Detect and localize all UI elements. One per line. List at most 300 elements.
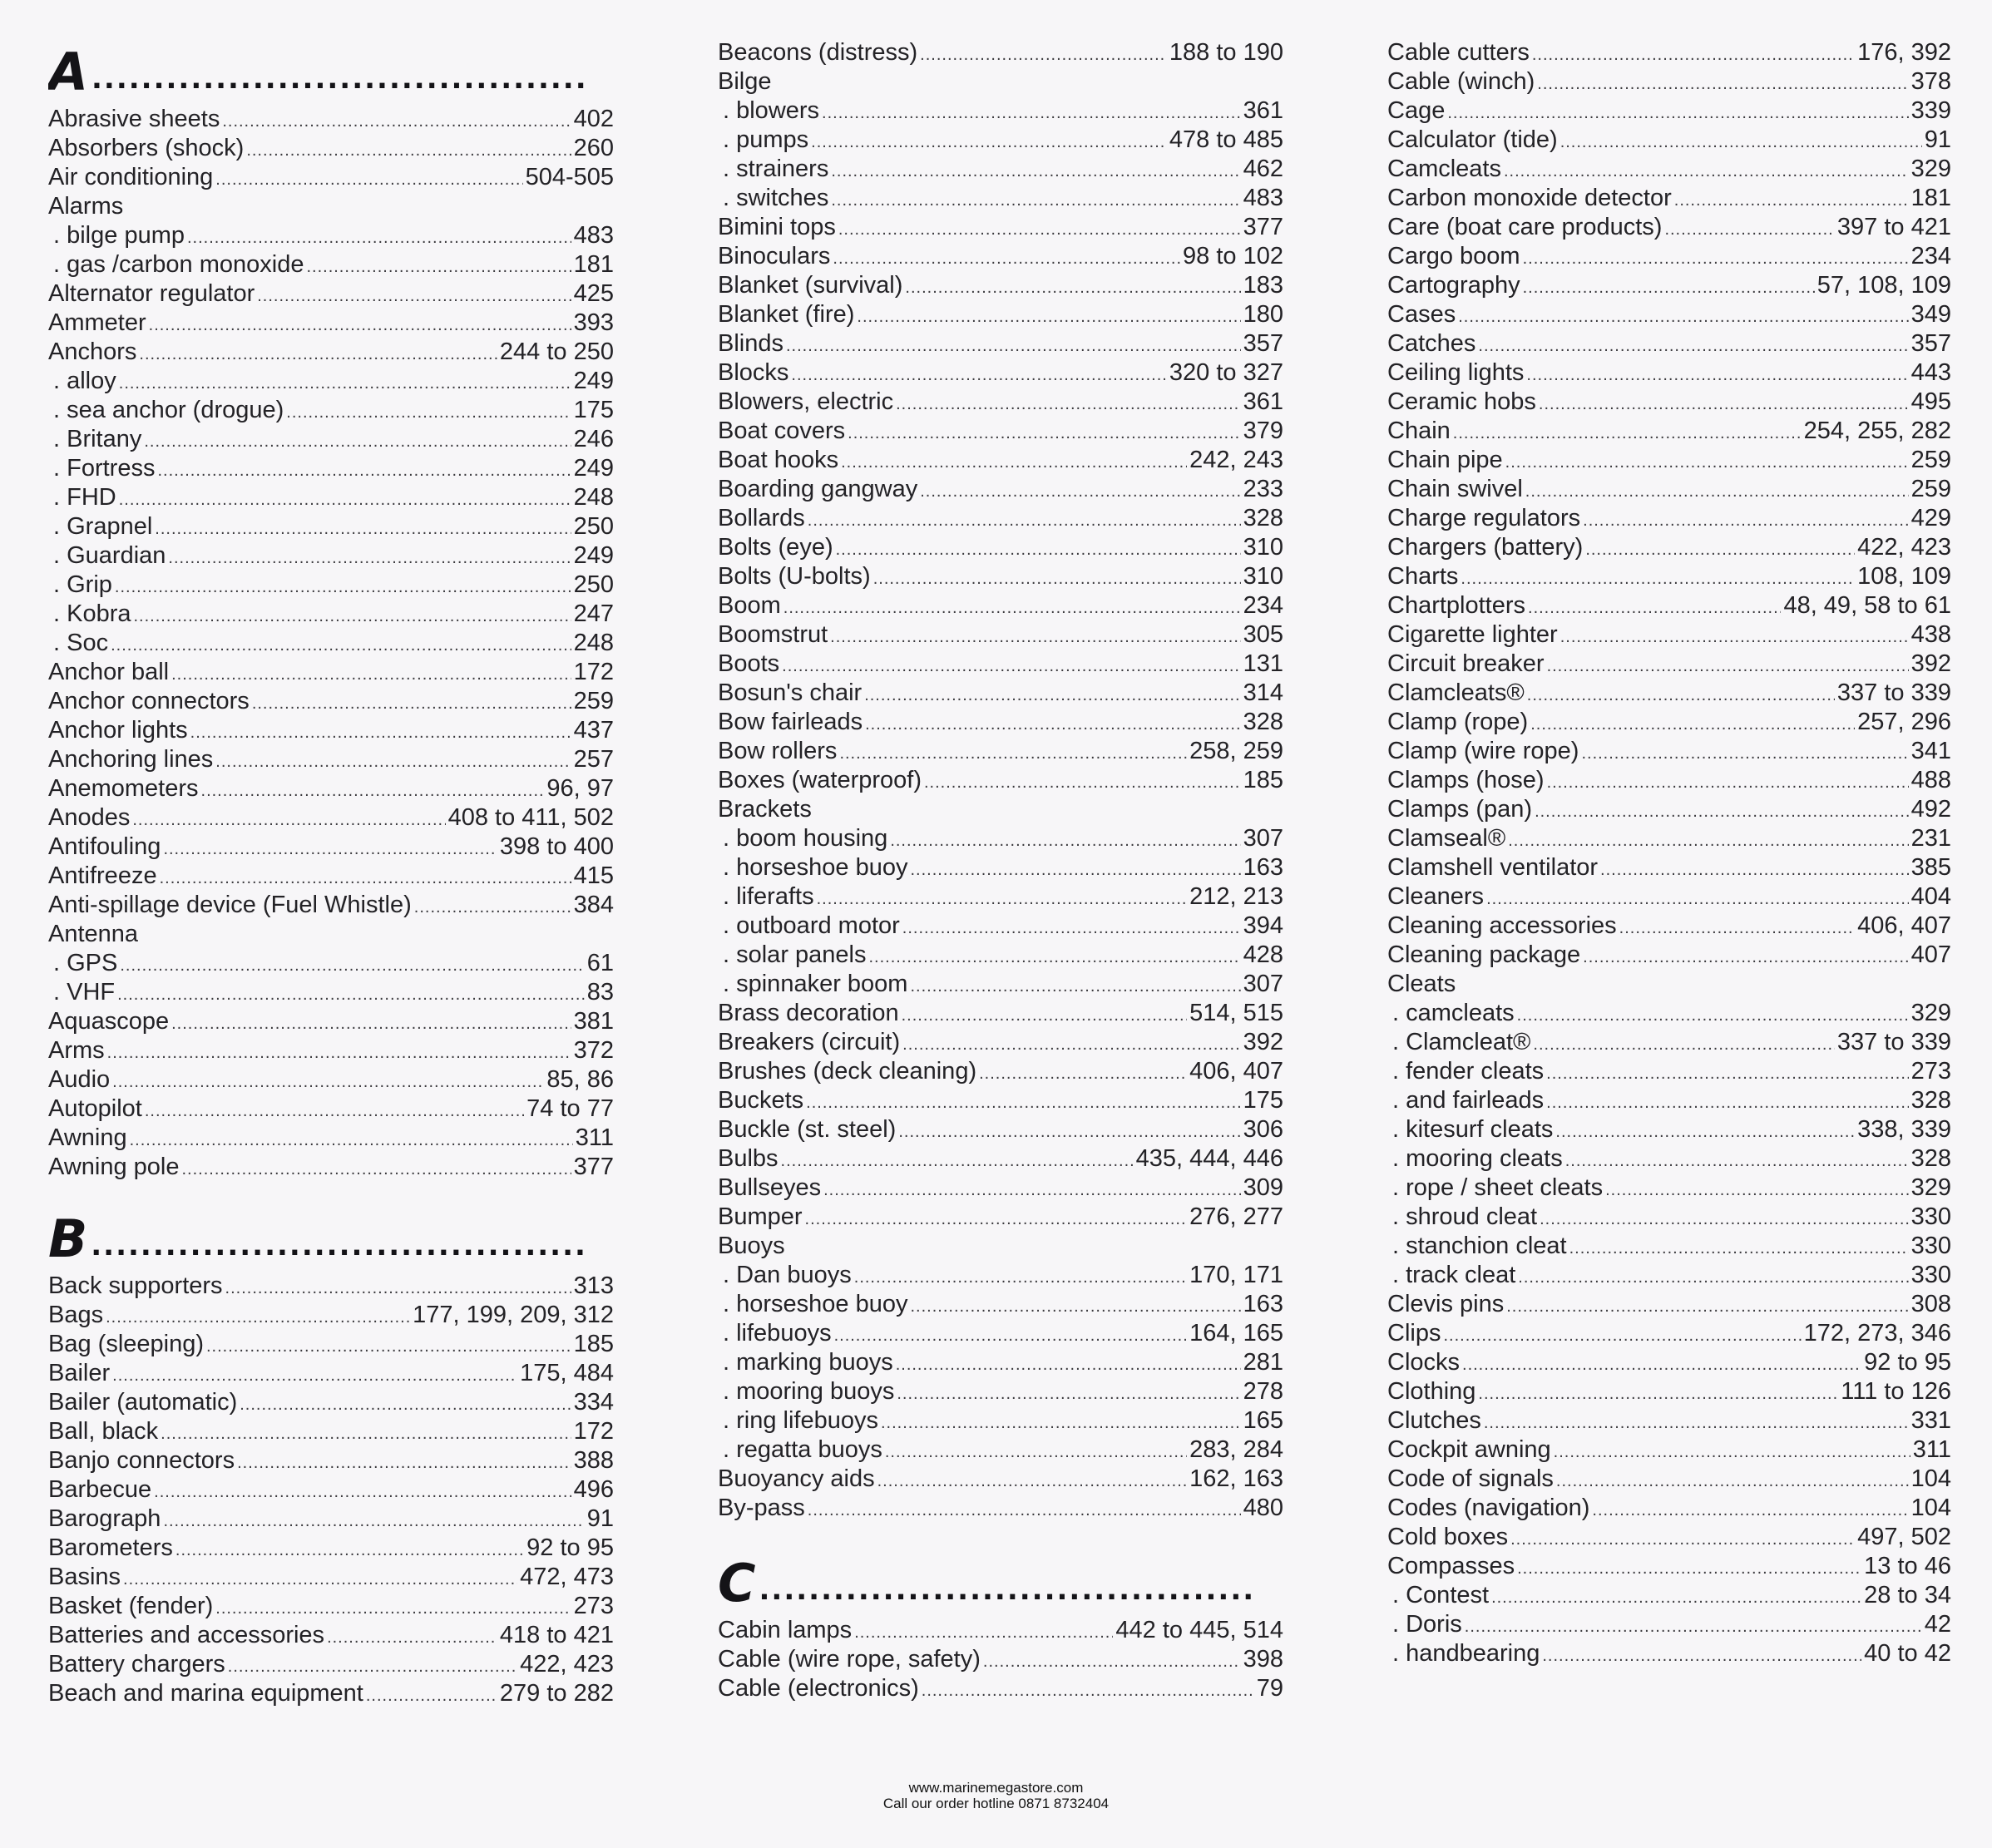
entry-page-numbers: 250 xyxy=(573,513,614,540)
entry-page-numbers: 258, 259 xyxy=(1189,738,1283,764)
entry-page-numbers: 175, 484 xyxy=(520,1360,614,1386)
dot-leader xyxy=(175,1536,524,1565)
dot-leader xyxy=(246,136,571,166)
entry-term: . Dan buoys xyxy=(723,1262,852,1288)
entry-term: Anchor ball xyxy=(48,659,170,685)
entry-term: Clothing xyxy=(1387,1378,1476,1405)
dot-leader xyxy=(139,340,497,369)
index-entry xyxy=(718,1348,1283,1377)
index-column-3 xyxy=(1387,38,1951,1668)
index-entry xyxy=(718,591,1283,620)
index-column-1 xyxy=(48,38,614,1708)
dot-leader xyxy=(910,1292,1240,1322)
dot-leader xyxy=(1581,739,1908,768)
entry-term: Blowers, electric xyxy=(718,388,894,415)
index-entry xyxy=(1387,1523,1951,1552)
dot-leader xyxy=(838,215,1241,245)
index-entry xyxy=(718,970,1283,999)
index-entry xyxy=(48,1330,614,1359)
entry-page-numbers: 307 xyxy=(1243,825,1283,852)
entry-page-numbers: 172 xyxy=(573,659,614,685)
entry-term: . fender cleats xyxy=(1392,1058,1545,1085)
entry-term: Batteries and accessories xyxy=(48,1622,325,1648)
entry-term: Alternator regulator xyxy=(48,280,255,307)
index-entry xyxy=(1387,1028,1951,1057)
index-entry xyxy=(1387,1174,1951,1203)
entry-term: . Clamcleat® xyxy=(1392,1029,1531,1055)
entry-term: Audio xyxy=(48,1066,111,1093)
entry-page-numbers: 393 xyxy=(573,309,614,336)
entry-page-numbers: 438 xyxy=(1910,621,1951,648)
index-entry xyxy=(1387,1086,1951,1115)
entry-term: . Grip xyxy=(53,571,112,598)
section-heading-c xyxy=(718,1549,1283,1609)
dot-leader xyxy=(834,1322,1188,1351)
entry-page-numbers: 415 xyxy=(573,862,614,889)
entry-page-numbers: 305 xyxy=(1243,621,1283,648)
dot-leader xyxy=(1478,1380,1838,1409)
index-entry xyxy=(48,512,614,541)
entry-page-numbers: 188 to 190 xyxy=(1169,39,1283,66)
entry-term: Aquascope xyxy=(48,1008,170,1035)
index-entry xyxy=(48,600,614,629)
dot-leader xyxy=(830,623,1240,652)
entry-term: Bosun's chair xyxy=(718,679,863,706)
entry-term: . pumps xyxy=(723,126,809,153)
entry-page-numbers: 61 xyxy=(586,950,614,976)
entry-term: Bilge xyxy=(718,68,772,95)
dot-leader xyxy=(1523,274,1815,303)
index-entry xyxy=(718,1174,1283,1203)
index-entry xyxy=(718,1144,1283,1174)
index-entry xyxy=(48,221,614,250)
entry-page-numbers: 314 xyxy=(1243,679,1283,706)
entry-page-numbers: 181 xyxy=(573,251,614,278)
entry-list-b-part1 xyxy=(48,1272,614,1708)
entry-term: Bulbs xyxy=(718,1145,779,1172)
dot-leader xyxy=(881,1409,1241,1438)
index-entry xyxy=(1387,795,1951,824)
dot-leader xyxy=(857,303,1240,332)
dot-leader xyxy=(1518,1263,1908,1292)
entry-page-numbers: 361 xyxy=(1243,97,1283,124)
index-entry xyxy=(1387,271,1951,300)
entry-page-numbers: 388 xyxy=(573,1447,614,1474)
entry-page-numbers: 260 xyxy=(573,135,614,161)
index-entry xyxy=(48,949,614,978)
entry-page-numbers: 483 xyxy=(1243,185,1283,211)
entry-page-numbers: 85, 86 xyxy=(546,1066,614,1093)
index-entry xyxy=(718,1086,1283,1115)
entry-term: Cigarette lighter xyxy=(1387,621,1558,648)
index-entry xyxy=(48,396,614,425)
dot-leader xyxy=(898,1118,1240,1147)
dot-leader xyxy=(920,477,1240,506)
entry-page-numbers: 428 xyxy=(1243,941,1283,968)
entry-page-numbers: 273 xyxy=(1910,1058,1951,1085)
entry-term: . Kobra xyxy=(53,600,131,627)
index-entry xyxy=(1387,242,1951,271)
entry-term: Boots xyxy=(718,650,780,677)
entry-term: Cleaning package xyxy=(1387,941,1581,968)
entry-term: Bimini tops xyxy=(718,214,836,240)
index-entry xyxy=(1387,213,1951,242)
dot-leader xyxy=(149,311,571,340)
index-entry xyxy=(718,1435,1283,1465)
entry-page-numbers: 244 to 250 xyxy=(499,338,614,365)
index-entry xyxy=(48,1301,614,1330)
dot-leader xyxy=(1600,856,1909,885)
entry-page-numbers: 337 to 339 xyxy=(1836,679,1951,706)
entry-page-numbers: 92 to 95 xyxy=(1864,1349,1951,1376)
dot-leader xyxy=(1537,70,1908,99)
dot-leader xyxy=(123,1565,517,1594)
entry-term: . Britany xyxy=(53,426,142,452)
entry-page-numbers: 377 xyxy=(573,1154,614,1180)
dot-leader xyxy=(920,41,1167,70)
entry-page-numbers: 249 xyxy=(573,368,614,394)
index-entry xyxy=(48,1153,614,1182)
index-entry xyxy=(48,541,614,571)
dot-leader xyxy=(1547,652,1909,681)
dot-leader xyxy=(1592,1496,1908,1525)
entry-term: . FHD xyxy=(53,484,116,511)
index-entry xyxy=(718,126,1283,155)
dot-leader xyxy=(1506,1292,1908,1322)
entry-page-numbers: 234 xyxy=(1910,243,1951,269)
index-entry xyxy=(718,562,1283,591)
entry-term: Clamp (wire rope) xyxy=(1387,738,1579,764)
index-entry xyxy=(1387,96,1951,126)
entry-page-numbers: 404 xyxy=(1910,883,1951,910)
entry-page-numbers: 278 xyxy=(1243,1378,1283,1405)
entry-page-numbers: 248 xyxy=(573,630,614,656)
index-entry xyxy=(718,504,1283,533)
entry-term: Boarding gangway xyxy=(718,476,918,502)
entry-page-numbers: 429 xyxy=(1910,505,1951,531)
index-entry xyxy=(718,446,1283,475)
entry-term: Anchoring lines xyxy=(48,746,214,773)
dot-leader xyxy=(1539,390,1909,419)
dot-leader xyxy=(222,107,571,136)
index-entry xyxy=(718,999,1283,1028)
dot-leader xyxy=(1505,448,1909,477)
dot-leader xyxy=(910,972,1240,1001)
dot-leader xyxy=(215,166,522,195)
index-entry xyxy=(48,862,614,891)
index-entry xyxy=(48,571,614,600)
entry-page-numbers: 372 xyxy=(573,1037,614,1064)
entry-page-numbers: 276, 277 xyxy=(1189,1203,1283,1230)
dot-leader xyxy=(257,282,571,311)
entry-term: Codes (navigation) xyxy=(1387,1495,1590,1521)
entry-page-numbers: 339 xyxy=(1910,97,1951,124)
entry-page-numbers: 83 xyxy=(586,979,614,1006)
entry-term: . mooring cleats xyxy=(1392,1145,1563,1172)
dot-leader xyxy=(155,515,571,544)
entry-page-numbers: 377 xyxy=(1243,214,1283,240)
entry-term: Chain swivel xyxy=(1387,476,1523,502)
dot-leader xyxy=(897,1380,1240,1409)
entry-term: . strainers xyxy=(723,156,829,182)
index-entry xyxy=(48,1563,614,1592)
entry-page-numbers: 108, 109 xyxy=(1857,563,1951,590)
entry-term: . shroud cleat xyxy=(1392,1203,1538,1230)
index-entry xyxy=(48,279,614,309)
entry-term: . stanchion cleat xyxy=(1392,1233,1567,1259)
entry-page-numbers: 28 to 34 xyxy=(1864,1582,1951,1608)
entry-term: Cleats xyxy=(1387,971,1456,997)
entry-term: Basins xyxy=(48,1564,121,1590)
entry-term: By-pass xyxy=(718,1495,805,1521)
dot-leader xyxy=(823,1176,1240,1205)
dot-leader xyxy=(791,361,1167,390)
entry-term: Alarms xyxy=(48,193,124,220)
index-entry xyxy=(1387,1377,1951,1406)
entry-term: Barometers xyxy=(48,1534,173,1561)
index-entry xyxy=(718,1494,1283,1523)
entry-term: Back supporters xyxy=(48,1272,223,1299)
entry-page-numbers: 361 xyxy=(1243,388,1283,415)
index-entry xyxy=(48,629,614,658)
entry-term: Cable (winch) xyxy=(1387,68,1535,95)
dot-leader xyxy=(1462,1351,1861,1380)
dot-leader xyxy=(808,506,1241,536)
entry-page-numbers: 394 xyxy=(1243,912,1283,939)
dot-leader xyxy=(885,1438,1187,1467)
dot-leader xyxy=(806,1089,1240,1118)
dot-leader xyxy=(854,1263,1187,1292)
entry-term: Cable (wire rope, safety) xyxy=(718,1646,981,1673)
index-entry xyxy=(718,679,1283,708)
index-entry xyxy=(718,1674,1283,1703)
entry-page-numbers: 283, 284 xyxy=(1189,1436,1283,1463)
dot-leader xyxy=(817,885,1188,914)
entry-page-numbers: 495 xyxy=(1910,388,1951,415)
index-entry xyxy=(48,1094,614,1124)
entry-term: . blowers xyxy=(723,97,820,124)
entry-term: Anodes xyxy=(48,804,131,831)
index-entry xyxy=(48,1124,614,1153)
index-entry xyxy=(1387,824,1951,853)
index-entry xyxy=(718,650,1283,679)
entry-list-b-part2 xyxy=(718,38,1283,1523)
entry-term: Beacons (distress) xyxy=(718,39,918,66)
entry-page-numbers: 309 xyxy=(1243,1174,1283,1201)
index-entry xyxy=(718,213,1283,242)
index-entry xyxy=(1387,1581,1951,1610)
entry-page-numbers: 435, 444, 446 xyxy=(1135,1145,1283,1172)
dot-leader xyxy=(134,602,571,631)
index-entry xyxy=(1387,708,1951,737)
entry-page-numbers: 163 xyxy=(1243,1291,1283,1317)
entry-page-numbers: 111 to 126 xyxy=(1841,1378,1951,1405)
dot-leader xyxy=(822,99,1241,128)
index-entry xyxy=(718,620,1283,650)
entry-page-numbers: 381 xyxy=(573,1008,614,1035)
dot-leader xyxy=(171,1010,571,1039)
entry-term: Chargers (battery) xyxy=(1387,534,1584,561)
entry-page-numbers: 334 xyxy=(573,1389,614,1416)
entry-page-numbers: 180 xyxy=(1243,301,1283,328)
index-entry xyxy=(718,1028,1283,1057)
dot-leader xyxy=(1583,506,1908,536)
index-entry xyxy=(718,1261,1283,1290)
index-entry xyxy=(1387,562,1951,591)
index-entry xyxy=(1387,1144,1951,1174)
index-entry xyxy=(718,708,1283,737)
entry-page-numbers: 320 to 327 xyxy=(1169,359,1283,386)
index-entry xyxy=(1387,446,1951,475)
index-entry xyxy=(1387,1435,1951,1465)
dot-leader xyxy=(145,1097,524,1126)
entry-page-numbers: 406, 407 xyxy=(1857,912,1951,939)
entry-term: Charts xyxy=(1387,563,1459,590)
entry-term: Anchor lights xyxy=(48,717,188,744)
entry-term: Clutches xyxy=(1387,1407,1481,1434)
entry-term: . GPS xyxy=(53,950,118,976)
entry-page-numbers: 310 xyxy=(1243,534,1283,561)
entry-page-numbers: 313 xyxy=(573,1272,614,1299)
entry-term: Carbon monoxide detector xyxy=(1387,185,1672,211)
dot-leader xyxy=(1504,157,1909,186)
entry-term: . VHF xyxy=(53,979,116,1006)
entry-term: . Guardian xyxy=(53,542,166,569)
dot-leader xyxy=(1535,798,1909,827)
entry-page-numbers: 104 xyxy=(1910,1465,1951,1492)
index-entry xyxy=(1387,999,1951,1028)
entry-term: . marking buoys xyxy=(723,1349,893,1376)
entry-page-numbers: 91 xyxy=(586,1505,614,1532)
entry-term: . boom housing xyxy=(723,825,888,852)
entry-term: Cold boxes xyxy=(1387,1524,1509,1550)
index-entry xyxy=(718,824,1283,853)
dot-leader xyxy=(782,652,1240,681)
dot-leader xyxy=(924,768,1241,798)
dot-leader xyxy=(890,827,1240,856)
dot-leader xyxy=(1532,41,1855,70)
entry-page-numbers: 177, 199, 209, 312 xyxy=(413,1302,614,1328)
entry-page-numbers: 331 xyxy=(1910,1407,1951,1434)
dot-leader xyxy=(979,1060,1187,1089)
dot-leader xyxy=(839,739,1187,768)
dot-leader xyxy=(1546,1089,1908,1118)
entry-term: Arms xyxy=(48,1037,105,1064)
entry-page-numbers: 248 xyxy=(573,484,614,511)
entry-page-numbers: 185 xyxy=(1243,767,1283,793)
entry-page-numbers: 329 xyxy=(1910,1174,1951,1201)
entry-term: Blinds xyxy=(718,330,783,357)
entry-term: Bumper xyxy=(718,1203,803,1230)
dot-leader xyxy=(1556,1467,1909,1496)
index-entry xyxy=(718,475,1283,504)
entry-term: Cockpit awning xyxy=(1387,1436,1551,1463)
entry-term: Chain xyxy=(1387,418,1451,444)
entry-term: Barbecue xyxy=(48,1476,152,1503)
entry-term: Anti-spillage device (Fuel Whistle) xyxy=(48,892,412,918)
entry-page-numbers: 443 xyxy=(1910,359,1951,386)
entry-page-numbers: 488 xyxy=(1910,767,1951,793)
entry-page-numbers: 497, 502 xyxy=(1857,1524,1951,1550)
index-entry xyxy=(718,737,1283,766)
entry-term: Calculator (tide) xyxy=(1387,126,1558,153)
entry-page-numbers: 246 xyxy=(573,426,614,452)
index-entry xyxy=(1387,329,1951,358)
entry-page-numbers: 422, 423 xyxy=(1857,534,1951,561)
entry-page-numbers: 349 xyxy=(1910,301,1951,328)
index-entry xyxy=(1387,882,1951,912)
dot-leader xyxy=(240,1391,571,1420)
dot-leader xyxy=(144,427,571,457)
index-entry xyxy=(718,67,1283,96)
entry-term: Bailer xyxy=(48,1360,111,1386)
entry-page-numbers: 392 xyxy=(1243,1029,1283,1055)
entry-term: Autopilot xyxy=(48,1095,142,1122)
dot-leader xyxy=(106,1303,410,1332)
dot-leader xyxy=(786,332,1241,361)
entry-term: Clamp (rope) xyxy=(1387,709,1529,735)
entry-term: Brass decoration xyxy=(718,1000,899,1026)
dot-leader xyxy=(161,1420,571,1449)
dot-leader xyxy=(1565,1147,1909,1176)
entry-page-numbers: 308 xyxy=(1910,1291,1951,1317)
entry-term: Awning xyxy=(48,1124,127,1151)
entry-page-numbers: 306 xyxy=(1243,1116,1283,1143)
index-entry xyxy=(718,1406,1283,1435)
dot-leader xyxy=(905,274,1240,303)
entry-term: Cabin lamps xyxy=(718,1617,853,1643)
index-entry xyxy=(718,155,1283,184)
entry-page-numbers: 357 xyxy=(1243,330,1283,357)
entry-term: Absorbers (shock) xyxy=(48,135,245,161)
dot-leader xyxy=(237,1449,571,1478)
entry-term: Barograph xyxy=(48,1505,161,1532)
entry-page-numbers: 42 xyxy=(1924,1611,1951,1638)
index-entry xyxy=(48,1446,614,1475)
entry-page-numbers: 384 xyxy=(573,892,614,918)
index-entry xyxy=(48,163,614,192)
entry-page-numbers: 249 xyxy=(573,455,614,482)
dot-leader xyxy=(841,448,1187,477)
index-entry xyxy=(48,978,614,1007)
index-entry xyxy=(1387,38,1951,67)
dot-leader xyxy=(115,573,571,602)
entry-page-numbers: 310 xyxy=(1243,563,1283,590)
dot-leader xyxy=(831,186,1240,215)
entry-term: Boomstrut xyxy=(718,621,828,648)
dot-leader xyxy=(1560,128,1922,157)
index-entry xyxy=(1387,737,1951,766)
entry-page-numbers: 92 to 95 xyxy=(526,1534,614,1561)
entry-page-numbers: 96, 97 xyxy=(546,775,614,802)
dot-leader xyxy=(112,1361,517,1391)
entry-term: Charge regulators xyxy=(1387,505,1581,531)
section-letter: A xyxy=(48,42,88,98)
dot-leader xyxy=(1605,1176,1909,1205)
entry-page-numbers: 418 to 421 xyxy=(499,1622,614,1648)
index-entry xyxy=(48,803,614,833)
entry-term: . gas /carbon monoxide xyxy=(53,251,304,278)
index-entry xyxy=(1387,184,1951,213)
dot-leader xyxy=(168,544,571,573)
dot-leader xyxy=(1528,594,1781,623)
dot-leader xyxy=(831,157,1240,186)
entry-term: Anchors xyxy=(48,338,137,365)
entry-page-numbers: 233 xyxy=(1243,476,1283,502)
dot-leader xyxy=(327,1623,497,1653)
dot-leader xyxy=(902,914,1241,943)
dot-leader xyxy=(1510,1525,1855,1554)
